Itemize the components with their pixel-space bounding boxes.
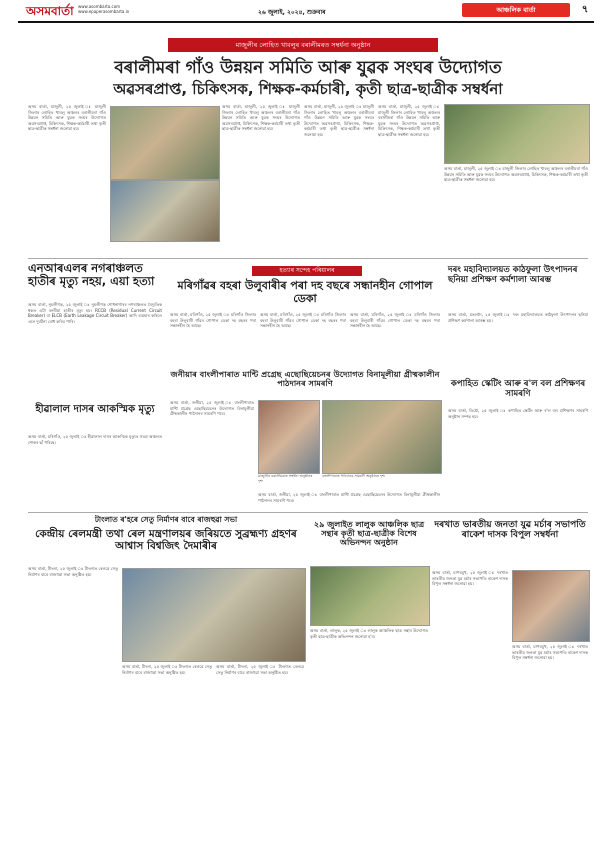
header-divider: [18, 21, 594, 23]
bharati-body-b: অসম বাৰ্তা, চাপৰমুখ, ২৫ জুলাই ঃ দৰখাত ভাৰতীয় জনতা যুৱ মৰ্চাৰ সভাপতি ৰাকেশ দাসক বিপুল সম্বৰ্ধনা জনোৱা হয়।: [512, 644, 588, 836]
lead-body-col-2: অসম বাৰ্তা, মাজুলী, ২৫ জুলাই ঃ মাজুলী জিলাৰ লোহিত খাবলু অঞ্চলৰ বৰালীমৰা গাঁও উন্নয়ন সমিতি আৰু যুৱক সংঘৰ উদ্যোগত অৱসৰপ্ৰাপ্ত, চিকিৎসক, শিক্ষক-কৰ্মচাৰী তথা কৃতী ছাত্ৰ-ছাত্ৰীক সম্বৰ্ধনা জনোৱা হয়।: [222, 104, 300, 254]
lead-photo-1: [110, 106, 220, 180]
lead-photo-2: [110, 180, 220, 242]
july29-photo: [310, 566, 430, 626]
july29-body: অসম বাৰ্তা, লালুক, ২৫ জুলাই ঃ লালুক আঞ্চলিক ছাত্ৰ সন্থাৰ উদ্যোগত কৃতী ছাত্ৰ-ছাত্ৰীক অভিনন্দন জনোৱা হ'ব।: [310, 628, 428, 836]
bharati-photo: [512, 570, 590, 642]
railway-body-a: অসম বাৰ্তা, টাংলা, ২৫ জুলাই ঃ টাংলাত ৰেলৱে সেতু নিৰ্মাণৰ বাবে ৰাজহুৱা সভা অনুষ্ঠিত হয়।: [28, 566, 118, 836]
lead-kicker: মাজুলীৰ লোহিত খাবলুৰ বৰালীমৰত সম্বৰ্ধনা অনুষ্ঠান: [168, 38, 438, 52]
school-photo-2: [322, 400, 442, 474]
lead-body-col-5: অসম বাৰ্তা, মাজুলী, ২৫ জুলাই ঃ মাজুলী জিলাৰ লোহিত খাবলু অঞ্চলৰ বৰালীমৰা গাঁও উন্নয়ন সমিতি আৰু যুৱক সংঘৰ উদ্যোগত অৱসৰপ্ৰাপ্ত, চিকিৎসক, শিক্ষক-কৰ্মচাৰী তথা কৃতী ছাত্ৰ-ছাত্ৰীক সম্বৰ্ধনা জনোৱা হয়।: [444, 166, 588, 254]
railway-kicker: টাংলাত ৰ'হৰে সেতু নিৰ্মাণৰ বাবে ৰাজহুৱা সভা: [94, 515, 238, 524]
lead-body-col-3: অসম বাৰ্তা, মাজুলী, ২৫ জুলাই ঃ মাজুলী জিলাৰ লোহিত খাবলু অঞ্চলৰ বৰালীমৰা গাঁও উন্নয়ন সমিতি আৰু যুৱক সংঘৰ উদ্যোগত অৱসৰপ্ৰাপ্ত, চিকিৎসক, শিক্ষক-কৰ্মচাৰী তথা কৃতী ছাত্ৰ-ছাত্ৰীক সম্বৰ্ধনা জনোৱা হয়।: [304, 104, 374, 254]
murder-body-c: অসম বাৰ্তা, মৰিগাঁও, ২৫ জুলাই ঃ মৰিগাঁও জিলাৰ বহৰা উলুবাৰী গাঁৱৰ গোপাল ডেকা দহ বছৰৰ পৰা সন্ধানহীন হৈ আছে।: [350, 312, 440, 364]
murder-body-a: অসম বাৰ্তা, মৰিগাঁও, ২৫ জুলাই ঃ মৰিগাঁও জিলাৰ বহৰা উলুবাৰী গাঁৱৰ গোপাল ডেকা দহ বছৰৰ পৰা সন্ধানহীন হৈ আছে।: [170, 312, 256, 364]
college-body: অসম বাৰ্তা, মঙলদৈ, ২৫ জুলাই ঃ দৰং মহাবিদ্যালয়ত কাঠফুলা উৎপাদনৰ ছনিয়া প্ৰশিক্ষণ কৰ্মশালা আৰম্ভ হয়।: [448, 312, 588, 376]
newspaper-logo: অসমবাৰ্তা: [26, 4, 74, 18]
school-photo-2-caption: বাংলীপাৰাত পাঠদানৰ সামৰণি অনুষ্ঠানৰ দৃশ্য: [322, 474, 386, 478]
dateline: ২৬ জুলাই, ২০২৪, শুক্ৰবাৰ: [258, 9, 326, 16]
elephant-body: অসম বাৰ্তা, নুমলীগড়, ২৫ জুলাই ঃ নুমলীগড় শোধনাগাৰৰ নগৰাঞ্চলত বৈদ্যুতিক শ্বকত এটা বনৰীয়া হাতীৰ মৃত্যু হয়। RCCB (Residual Current Circuit Breaker) বা ELCB (Earth Leakage Circuit Breaker) আদি ব্যৱহাৰ কৰিলে এনে দুৰ্ঘটনা ৰোধ কৰিব পাৰি।: [28, 302, 162, 400]
hibala-headline: হীৱালাল দাসৰ আকস্মিক মৃত্যু: [35, 404, 155, 415]
elephant-headline: এনআৰএলৰ নগৰাঞ্চলত হাতীৰ মৃত্যু নহয়, এয়া হত্যা: [28, 261, 155, 289]
website-address: www.asombarta.com www.epaperasombarta.in: [78, 4, 130, 14]
school-headline: জনীয়াৰ বাংলীপাৰাত মান্টি প্ৰগ্ৰেছ এছোছিয়েচনৰ উদ্যোগত বিনামূলীয়া গ্ৰীষ্মকালীন পাঠদানৰ সামৰণি: [170, 369, 440, 389]
bharati-headline: দৰখাত ভাৰতীয় জনতা যুৱ মৰ্চাৰ সভাপতি ৰাকেশ দাসক বিপুল সম্বৰ্ধনা: [434, 520, 586, 541]
bharati-body-a: অসম বাৰ্তা, চাপৰমুখ, ২৫ জুলাই ঃ দৰখাত ভাৰতীয় জনতা যুৱ মৰ্চাৰ সভাপতি ৰাকেশ দাসক বিপুল সম্বৰ্ধনা জনোৱা হয়।: [432, 570, 508, 836]
railway-photo: [122, 568, 306, 662]
railway-headline: কেন্দ্ৰীয় ৰেলমন্ত্ৰী তথা ৰেল মন্ত্ৰণালয়ৰ জৰিয়তে সুব্ৰহ্মণ্য গ্ৰহণৰ আশ্বাস বিশ্বজিৎ দৈমাৰীৰ: [35, 528, 297, 553]
school-body-b: অসম বাৰ্তা, জনীয়া, ২৫ জুলাই ঃ বাংলীপাৰাত মান্টি প্ৰগ্ৰেছ এছোছিয়েচনৰ উদ্যোগত বিনামূলীয়া গ্ৰীষ্মকালীন পাঠদানৰ সামৰণি পৰে।: [258, 492, 440, 516]
lead-photo-3: [444, 104, 590, 164]
school-body-a: অসম বাৰ্তা, জনীয়া, ২৫ জুলাই ঃ বাংলীপাৰাত মান্টি প্ৰগ্ৰেছ এছোছিয়েচনৰ উদ্যোগত বিনামূলীয়া গ্ৰীষ্মকালীন পাঠদানৰ সামৰণি পৰে।: [170, 400, 254, 512]
lead-headline-line-1: বৰালীমৰা গাঁও উন্নয়ন সমিতি আৰু যুৱক সংঘৰ উদ্যোগত: [114, 58, 502, 78]
page-number: ৭: [581, 4, 589, 15]
hibala-body: অসম বাৰ্তা, মৰিগাঁও, ২৫ জুলাই ঃ হীৱালাল দাসৰ আকস্মিক মৃত্যুত সমগ্ৰ অঞ্চলত শোকৰ ছাঁ পৰিছে।: [28, 434, 162, 504]
murder-kicker: হত্যাৰ সন্দেহ পৰিয়ালৰ: [252, 266, 362, 276]
murder-headline: মৰিগাঁৱৰ বহৰা উলুবাৰীৰ পৰা দহ বছৰে সন্ধানহীন গোপাল ডেকা: [177, 279, 433, 305]
skating-headline: কপাহিত স্কেটিং আৰু ৰ'ল বল প্ৰশিক্ষণৰ সামৰণি: [450, 379, 586, 399]
school-photo-1: [258, 400, 320, 474]
skating-body: অসম বাৰ্তা, ডিমৌ, ২৫ জুলাই ঃ কপাহিত স্কেটিং আৰু ৰ'ল বল প্ৰশিক্ষণৰ সামৰণি অনুষ্ঠান সম্পন্ন হয়।: [448, 408, 588, 504]
lead-headline-line-2: অৱসৰপ্ৰাপ্ত, চিকিৎসক, শিক্ষক-কৰ্মচাৰী, কৃতী ছাত্ৰ-ছাত্ৰীক সম্বৰ্ধনা: [113, 80, 503, 98]
lead-body-col-4: অসম বাৰ্তা, মাজুলী, ২৫ জুলাই ঃ মাজুলী জিলাৰ লোহিত খাবলু অঞ্চলৰ বৰালীমৰা গাঁও উন্নয়ন সমিতি আৰু যুৱক সংঘৰ উদ্যোগত অৱসৰপ্ৰাপ্ত, চিকিৎসক, শিক্ষক-কৰ্মচাৰী তথা কৃতী ছাত্ৰ-ছাত্ৰীক সম্বৰ্ধনা জনোৱা হয়।: [378, 104, 440, 254]
school-photo-1-caption: মাজুলীৰ বৰালীমৰাত সম্বৰ্ধনা অনুষ্ঠানৰ দৃশ্য: [258, 474, 313, 483]
murder-body-b: অসম বাৰ্তা, মৰিগাঁও, ২৫ জুলাই ঃ মৰিগাঁও জিলাৰ বহৰা উলুবাৰী গাঁৱৰ গোপাল ডেকা দহ বছৰৰ পৰা সন্ধানহীন হৈ আছে।: [260, 312, 346, 364]
lead-body-col-1: অসম বাৰ্তা, মাজুলী, ২৫ জুলাই ঃ মাজুলী জিলাৰ লোহিত খাবলু অঞ্চলৰ বৰালীমৰা গাঁও উন্নয়ন সমিতি আৰু যুৱক সংঘৰ উদ্যোগত অৱসৰপ্ৰাপ্ত, চিকিৎসক, শিক্ষক-কৰ্মচাৰী তথা কৃতী ছাত্ৰ-ছাত্ৰীক সম্বৰ্ধনা জনোৱা হয়।: [28, 104, 106, 254]
section-label: আঞ্চলিক বাৰ্তা: [462, 3, 570, 17]
section-divider: [28, 258, 588, 259]
july29-headline: ২৯ জুলাইত লালুক আঞ্চলিক ছাত্ৰ সন্থাৰ কৃতী ছাত্ৰ-ছাত্ৰীক বিশেষ অভিনন্দন অনুষ্ঠান: [313, 520, 425, 548]
railway-body-b: অসম বাৰ্তা, টাংলা, ২৫ জুলাই ঃ টাংলাত ৰেলৱে সেতু নিৰ্মাণৰ বাবে ৰাজহুৱা সভা অনুষ্ঠিত হয়।: [122, 664, 212, 836]
lower-divider: [28, 512, 588, 513]
railway-body-c: অসম বাৰ্তা, টাংলা, ২৫ জুলাই ঃ টাংলাত ৰেলৱে সেতু নিৰ্মাণৰ বাবে ৰাজহুৱা সভা অনুষ্ঠিত হয়।: [216, 664, 304, 836]
college-headline: দৰং মহাবিদ্যালয়ত কাঠফুলা উৎপাদনৰ ছনিয়া প্ৰশিক্ষণ কৰ্মশালা আৰম্ভ: [448, 265, 578, 285]
